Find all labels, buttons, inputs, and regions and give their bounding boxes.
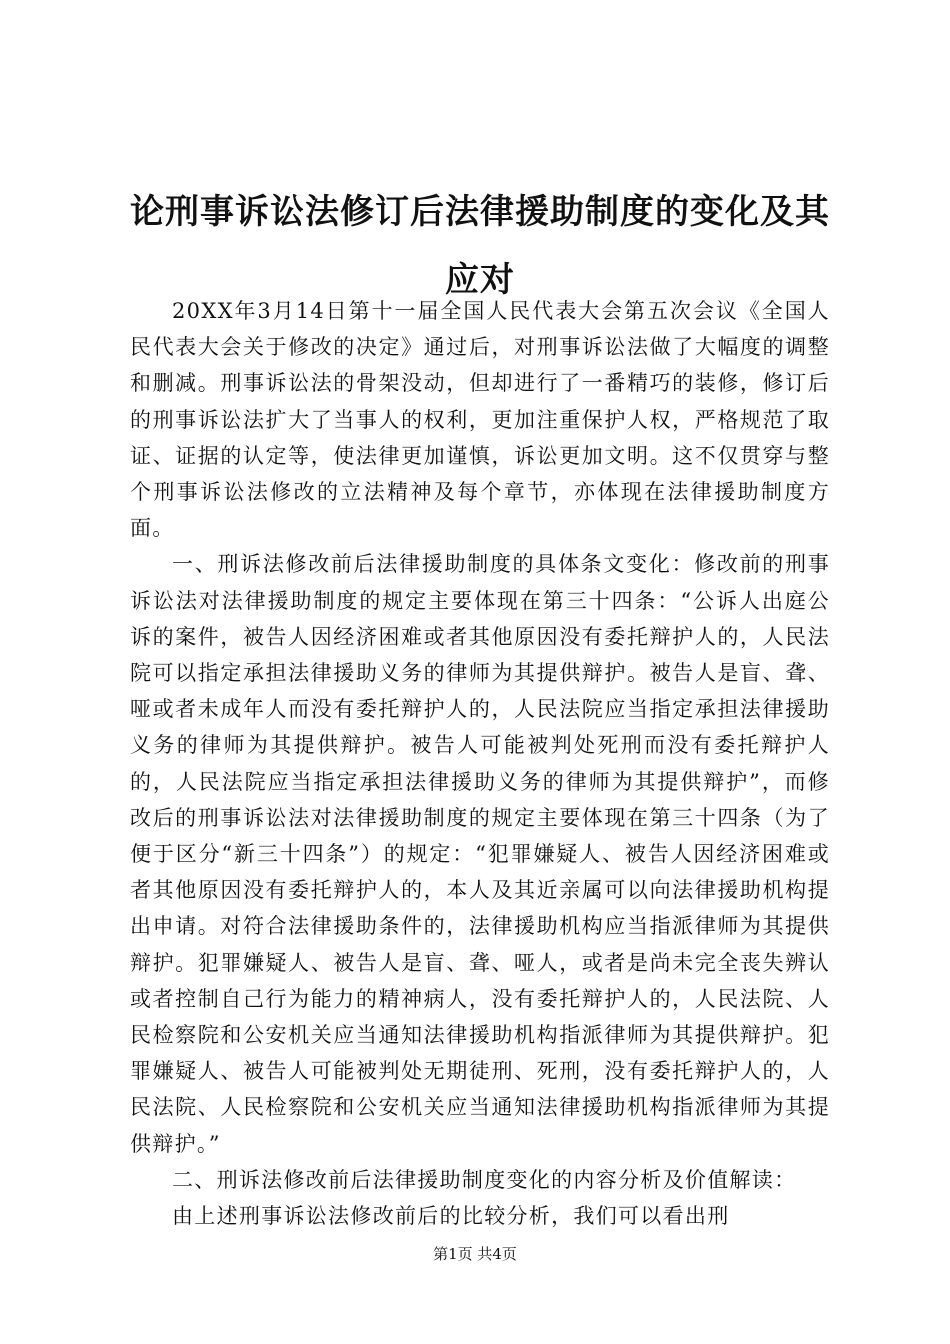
paragraph-analysis: 由上述刑事诉讼法修改前后的比较分析，我们可以看出刑	[172, 1204, 730, 1229]
paragraph-section-two-heading: 二、刑诉法修改前后法律援助制度变化的内容分析及价值解读：	[172, 1167, 797, 1192]
document-body	[130, 293, 830, 1234]
page-footer: 第1页 共4页	[433, 1245, 517, 1263]
document-title: 论刑事诉讼法修订后法律援助制度的变化及其应对	[130, 192, 830, 300]
paragraph-section-one: 一、刑诉法修改前后法律援助制度的具体条文变化：修改前的刑事诉讼法对法律援助制度的规定主要体现在第三十四条：“公诉人出庭公诉的案件，被告人因经济困难或者其他原因没有委托辩护人的，人民法院可以指定承担法律援助义务的律师为其提供辩护。被告人是盲、聋、哑或者未成年人而没有委托辩护人的，人民法院应当指定承担法律援助义务的律师为其提供辩护。被告人可能被判处死刑而没有委托辩护人的，人民法院应当指定承担法律援助义务的律师为其提供辩护”，而修改后的刑事诉讼法对法律援助制度的规定主要体现在第三十四条（为了便于区分“新三十四条”）的规定：“犯罪嫌疑人、被告人因经济困难或者其他原因没有委托辩护人的，本人及其近亲属可以向法律援助机构提出申请。对符合法律援助条件的，法律援助机构应当指派律师为其提供辩护。犯罪嫌疑人、被告人是盲、聋、哑人，或者是尚未完全丧失辨认或者控制自己行为能力的精神病人，没有委托辩护人的，人民法院、人民检察院和公安机关应当通知法律援助机构指派律师为其提供辩护。犯罪嫌疑人、被告人可能被判处无期徒刑、死刑，没有委托辩护人的，人民法院、人民检察院和公安机关应当通知法律援助机构指派律师为其提供辩护。”	[130, 552, 830, 1156]
paragraph-intro: 20XX年3月14日第十一届全国人民代表大会第五次会议《全国人民代表大会关于修改的决定》通过后，对刑事诉讼法做了大幅度的调整和删减。刑事诉讼法的骨架没动，但却进行了一番精巧的装修，修订后的刑事诉讼法扩大了当事人的权利，更加注重保护人权，严格规范了取证、证据的认定等，使法律更加谨慎，诉讼更加文明。这不仅贯穿与整个刑事诉讼法修改的立法精神及每个章节，亦体现在法律援助制度方面。	[130, 299, 830, 541]
